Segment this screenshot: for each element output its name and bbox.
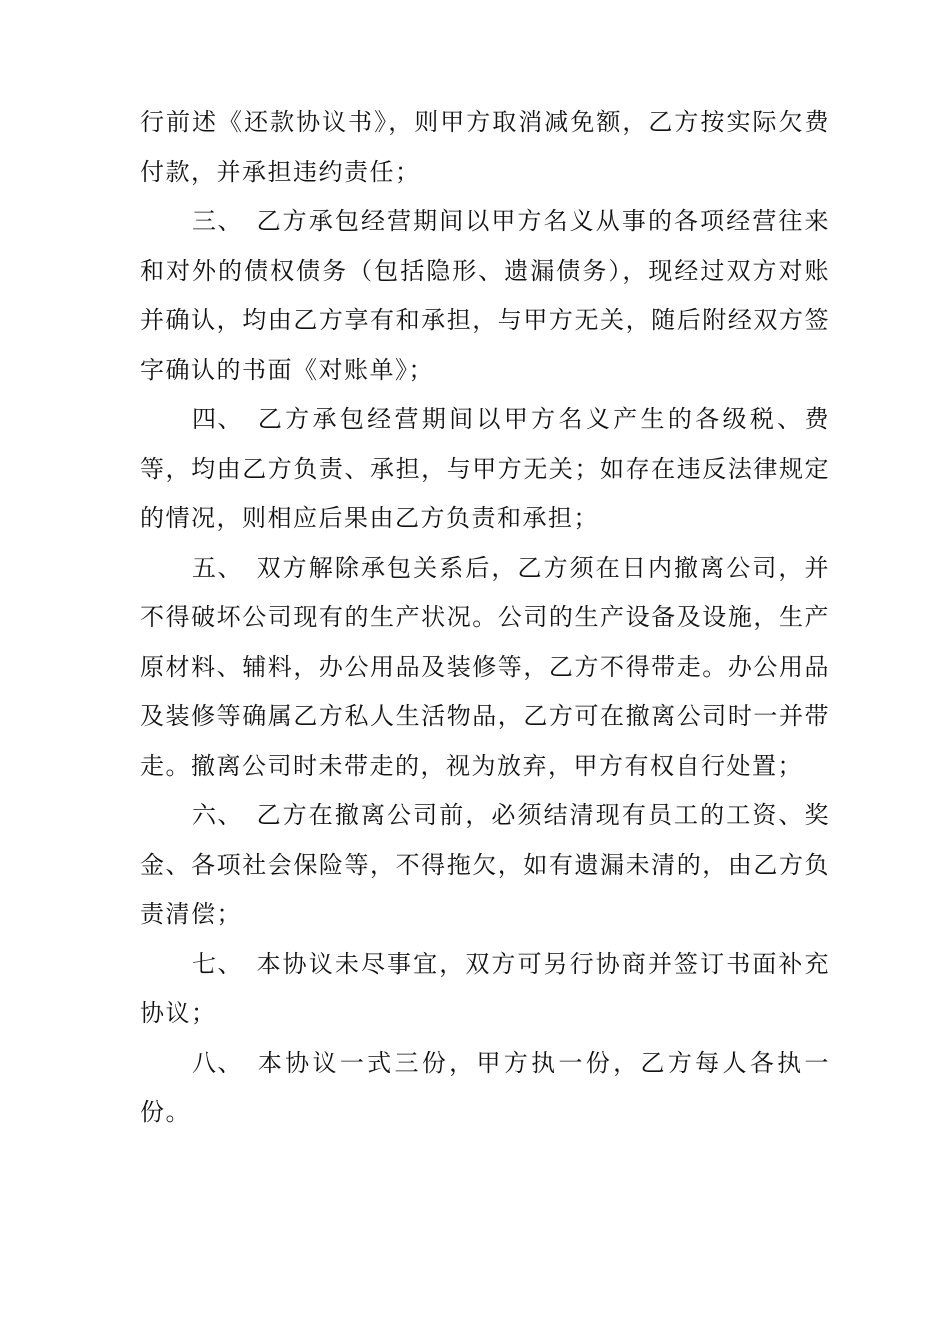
clause-number: 八、 [192, 1048, 243, 1077]
clause-8 [140, 1039, 830, 1138]
clause-6 [140, 791, 830, 940]
clause-text: 乙方在撤离公司前，必须结清现有员工的工资、奖金、各项社会保险等，不得拖欠，如有遗漏未清的，由乙方负责清偿； [140, 801, 830, 928]
clause-text: 乙方承包经营期间以甲方名义从事的各项经营往来和对外的债权债务（包括隐形、遗漏债务），现经过双方对账并确认，均由乙方享有和承担，与甲方无关，随后附经双方签字确认的书面《对账单》； [140, 207, 830, 384]
clause-number: 七、 [192, 949, 243, 978]
clause-text: 本协议未尽事宜，双方可另行协商并签订书面补充协议； [140, 949, 830, 1027]
clause-7 [140, 940, 830, 1039]
document-body [140, 98, 830, 1138]
clause-number: 五、 [192, 553, 243, 582]
clause-text: 双方解除承包关系后，乙方须在日内撤离公司，并不得破坏公司现有的生产状况。公司的生产设备及设施，生产原材料、辅料，办公用品及装修等，乙方不得带走。办公用品及装修等确属乙方私人生活物品，乙方可在撤离公司时一并带走。撤离公司时未带走的，视为放弃，甲方有权自行处置； [140, 553, 830, 780]
clause-4 [140, 395, 830, 544]
clause-number: 三、 [192, 207, 243, 235]
clause-5 [140, 544, 830, 792]
clause-number: 六、 [192, 801, 243, 829]
clause-text: 乙方承包经营期间以甲方名义产生的各级税、费等，均由乙方负责、承担，与甲方无关；如存在违反法律规定的情况，则相应后果由乙方负责和承担； [140, 405, 830, 532]
clause-3 [140, 197, 830, 395]
continuation-paragraph: 行前述《还款协议书》，则甲方取消减免额，乙方按实际欠费付款，并承担违约责任； [140, 108, 830, 186]
clause-text: 本协议一式三份，甲方执一份，乙方每人各执一份。 [140, 1048, 830, 1126]
clause-number: 四、 [192, 405, 243, 433]
